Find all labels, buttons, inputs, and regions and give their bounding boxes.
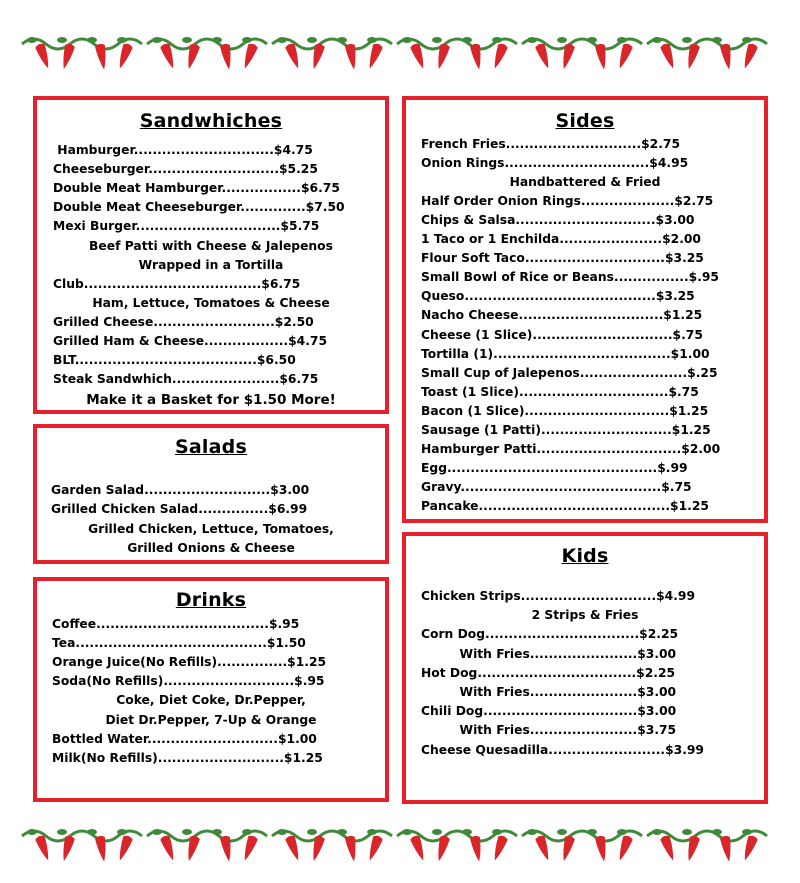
leaf-icon	[337, 37, 347, 43]
leaf-icon	[57, 829, 67, 835]
menu-item: Garden Salad...........................$3.00	[51, 483, 310, 497]
menu-item: Bottled Water............................$1.00	[52, 731, 317, 746]
chili-pepper-icon	[740, 834, 758, 862]
leaf-icon	[742, 37, 752, 43]
leaf-icon	[557, 37, 567, 43]
chili-pepper-icon	[345, 835, 359, 862]
leaf-icon	[712, 37, 722, 43]
leaf-icon	[242, 37, 252, 43]
chili-pepper-icon	[595, 835, 609, 862]
leaf-icon	[277, 37, 287, 43]
chili-pepper-icon	[595, 43, 609, 70]
menu-item: Hamburger..............................$4.75	[53, 143, 313, 157]
menu-item: With Fries.......................$3.00	[421, 646, 677, 661]
chili-pepper-icon	[115, 834, 133, 862]
menu-item: Queso.........................................$3.25	[421, 289, 695, 304]
leaf-icon	[557, 829, 567, 835]
section-title: Sides	[555, 110, 615, 132]
leaf-icon	[152, 829, 162, 835]
leaf-icon	[492, 37, 502, 43]
chili-pepper-border-top	[18, 30, 770, 74]
leaf-icon	[682, 829, 692, 835]
chili-pepper-icon	[345, 43, 359, 70]
chili-pepper-icon	[490, 834, 508, 862]
leaf-icon	[307, 829, 317, 835]
menu-item: Coffee.....................................$.95	[52, 617, 300, 631]
chili-pepper-icon	[559, 835, 575, 863]
menu-item: Chicken Strips.............................$4.99	[421, 589, 696, 603]
leaf-icon	[492, 829, 502, 835]
chili-pepper-icon	[115, 42, 133, 70]
leaf-icon	[432, 37, 442, 43]
menu-item: BLT.......................................$6.50	[53, 353, 296, 368]
chili-pepper-icon	[615, 42, 633, 70]
chili-pepper-icon	[720, 835, 734, 862]
menu-item: Grilled Cheese..........................$2.50	[53, 314, 314, 329]
leaf-icon	[402, 37, 412, 43]
section-title: Salads	[175, 436, 247, 458]
menu-item: Soda(No Refills)............................$.95	[52, 674, 325, 689]
menu-item: With Fries.......................$3.00	[421, 685, 677, 699]
chili-pepper-icon	[95, 43, 109, 70]
leaf-icon	[432, 829, 442, 835]
chili-pepper-icon	[240, 42, 258, 70]
kids-section	[402, 532, 768, 804]
chili-pepper-icon	[59, 43, 75, 71]
chili-pepper-icon	[95, 835, 109, 862]
leaf-icon	[242, 829, 252, 835]
chili-pepper-icon	[309, 43, 325, 71]
menu-item: Orange Juice(No Refills)...............$1.25	[52, 655, 327, 670]
leaf-icon	[587, 829, 597, 835]
menu-item: Gravy...........................................$.75	[421, 479, 692, 494]
menu-item: Grilled Chicken Salad...............$6.99	[51, 502, 308, 517]
leaf-icon	[212, 829, 222, 835]
menu-item: Toast (1 Slice)................................$.75	[421, 384, 699, 399]
menu-item: Double Meat Cheeseburger..............$7.50	[53, 200, 345, 215]
chili-pepper-icon	[470, 835, 484, 862]
menu-item: Chips & Salsa..............................$3.00	[421, 213, 695, 228]
menu-note: Wrapped in a Tortilla	[138, 257, 284, 272]
chili-pepper-icon	[684, 43, 700, 71]
chili-pepper-icon	[220, 43, 234, 70]
menu-item: Double Meat Hamburger.................$6.75	[53, 181, 340, 196]
leaf-icon	[462, 37, 472, 43]
leaf-icon	[87, 829, 97, 835]
chili-pepper-icon	[365, 42, 383, 70]
menu-item: With Fries.......................$3.75	[421, 723, 677, 738]
menu-item: Flour Soft Taco..............................$3.25	[421, 251, 704, 266]
chili-pepper-icon	[684, 835, 700, 863]
menu-note: Handbattered & Fried	[509, 175, 661, 190]
chili-pepper-icon	[559, 43, 575, 71]
menu-note: Beef Patti with Cheese & Jalepenos	[89, 238, 333, 253]
leaf-icon	[277, 829, 287, 835]
menu-item: Pancake.........................................$1.25	[421, 498, 709, 513]
chili-pepper-icon	[434, 43, 450, 71]
menu-item: Onion Rings...............................$4.95	[421, 156, 689, 171]
menu-item: Cheese Quesadilla.........................$3.99	[421, 742, 704, 757]
menu-item: Tea.........................................$1.50	[52, 636, 306, 651]
menu-item: Hot Dog..................................$2.25	[421, 665, 676, 680]
menu-item: Bacon (1 Slice)...............................$1.25	[421, 403, 709, 418]
sides-section	[402, 96, 768, 523]
menu-note: 2 Strips & Fries	[531, 608, 639, 623]
leaf-icon	[527, 829, 537, 835]
chili-pepper-icon	[720, 43, 734, 70]
menu-item: Sausage (1 Patti)............................$1.25	[421, 422, 711, 437]
leaf-icon	[337, 829, 347, 835]
menu-item: Corn Dog.................................$2.25	[421, 627, 679, 642]
leaf-icon	[367, 37, 377, 43]
leaf-icon	[617, 829, 627, 835]
chili-pepper-icon	[220, 835, 234, 862]
chili-pepper-icon	[309, 835, 325, 863]
menu-item: Chili Dog.................................$3.00	[421, 704, 677, 719]
menu-item: Mexi Burger...............................$5.75	[53, 219, 320, 234]
menu-item: 1 Taco or 1 Enchilda......................$2.00	[421, 232, 701, 247]
chili-pepper-icon	[490, 42, 508, 70]
chili-pepper-icon	[740, 42, 758, 70]
chili-pepper-icon	[615, 834, 633, 862]
leaf-icon	[742, 829, 752, 835]
menu-item: Half Order Onion Rings....................$2.75	[421, 194, 714, 209]
menu-item: Grilled Ham & Cheese..................$4.75	[53, 334, 328, 348]
menu-item: Small Cup of Jalepenos.......................$.25	[421, 365, 718, 380]
chili-pepper-border-bottom	[18, 822, 770, 866]
section-title: Sandwhiches	[139, 110, 283, 132]
leaf-icon	[527, 37, 537, 43]
menu-note: Diet Dr.Pepper, 7-Up & Orange	[105, 712, 317, 727]
leaf-icon	[152, 37, 162, 43]
leaf-icon	[27, 829, 37, 835]
leaf-icon	[652, 829, 662, 835]
menu-item: Nacho Cheese...............................$1.25	[421, 308, 703, 323]
leaf-icon	[617, 37, 627, 43]
menu-item: Tortilla (1)......................................$1.00	[421, 346, 710, 361]
leaf-icon	[182, 37, 192, 43]
leaf-icon	[57, 37, 67, 43]
leaf-icon	[462, 829, 472, 835]
leaf-icon	[682, 37, 692, 43]
leaf-icon	[117, 37, 127, 43]
menu-note: Grilled Chicken, Lettuce, Tomatoes,	[88, 521, 334, 536]
sandwiches-section	[33, 96, 389, 414]
leaf-icon	[402, 829, 412, 835]
menu-item: Hamburger Patti...............................$2.00	[421, 441, 721, 456]
leaf-icon	[27, 37, 37, 43]
chili-pepper-icon	[434, 835, 450, 863]
leaf-icon	[712, 829, 722, 835]
leaf-icon	[652, 37, 662, 43]
section-title: Drinks	[175, 589, 247, 611]
drinks-section	[33, 577, 389, 802]
leaf-icon	[212, 37, 222, 43]
chili-pepper-icon	[470, 43, 484, 70]
menu-item: Cheese (1 Slice)..............................$.75	[421, 327, 703, 342]
leaf-icon	[587, 37, 597, 43]
section-title: Kids	[561, 545, 609, 567]
leaf-icon	[117, 829, 127, 835]
chili-pepper-icon	[240, 834, 258, 862]
menu-item: Cheeseburger............................$5.25	[53, 162, 318, 177]
menu-item: Steak Sandwhich.......................$6.75	[53, 372, 319, 387]
menu-item: French Fries.............................$2.75	[421, 137, 681, 151]
chili-pepper-icon	[59, 835, 75, 863]
menu-note: Make it a Basket for $1.50 More!	[86, 392, 336, 409]
chili-pepper-icon	[184, 43, 200, 71]
leaf-icon	[182, 829, 192, 835]
chili-pepper-icon	[365, 834, 383, 862]
leaf-icon	[87, 37, 97, 43]
menu-item: Small Bowl of Rice or Beans................$.95	[421, 270, 719, 285]
chili-pepper-icon	[184, 835, 200, 863]
menu-item: Club......................................$6.75	[53, 276, 301, 291]
leaf-icon	[307, 37, 317, 43]
leaf-icon	[367, 829, 377, 835]
menu-note: Ham, Lettuce, Tomatoes & Cheese	[92, 295, 330, 310]
menu-note: Coke, Diet Coke, Dr.Pepper,	[116, 693, 306, 708]
menu-note: Grilled Onions & Cheese	[127, 540, 295, 555]
menu-item: Egg.............................................$.99	[421, 460, 688, 475]
menu-item: Milk(No Refills)...........................$1.25	[52, 750, 323, 765]
salads-section	[33, 424, 389, 564]
